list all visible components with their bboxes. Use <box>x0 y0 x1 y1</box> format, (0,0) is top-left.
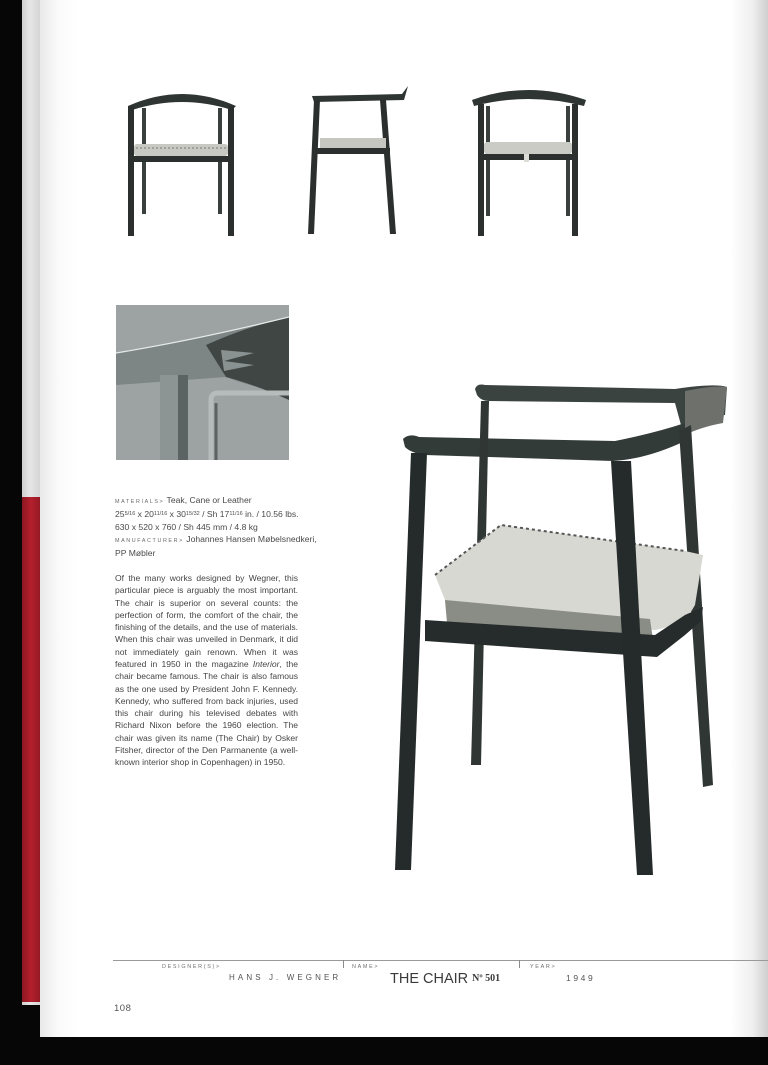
product-name <box>390 971 500 987</box>
credits-divider-name <box>343 960 344 968</box>
chair-front-view-image <box>124 86 240 238</box>
depth-fraction: 11/16 <box>153 511 168 518</box>
year-value: 1949 <box>566 973 596 983</box>
dimensions-imperial: $25^{5/16}$ x $20^{11/16}$ x $30^{15/32}$ / Sh $17^{11/16}$ in. / 10.56 lbs. <box>115 509 299 520</box>
product-name-text: THE CHAIR <box>390 971 469 987</box>
magazine-title: Interior <box>252 658 280 669</box>
width-whole: 25 <box>115 509 125 520</box>
materials-value: Teak, Cane or Leather <box>166 495 252 505</box>
designer-value: HANS J. WEGNER <box>229 973 342 982</box>
imperial-unit-weight: in. / 10.56 lbs. <box>245 509 299 520</box>
chair-side-view-image <box>302 84 412 238</box>
description-part-1: Of the many works designed by Wegner, this particular piece is arguably the most important. The chair is superior on several counts: the perfection of form, the comfort of the chair, the finishing of the details, and the use of materials. When this chair was unveiled in Denmark, it did not immediately gain renown. When it was featured in 1950 in the magazine <box>115 573 298 669</box>
manufacturer-label: MANUFACTURER> <box>115 537 184 544</box>
materials-line <box>115 494 315 508</box>
credits-divider-year <box>519 960 520 968</box>
manufacturer-value: Johannes Hansen Møbelsnedkeri, <box>186 533 317 544</box>
materials-label: MATERIALS> <box>115 499 165 505</box>
seat-height-whole: 17 <box>219 509 230 520</box>
year-label: YEAR> <box>530 964 557 970</box>
specifications-block <box>115 494 315 559</box>
designer-label: DESIGNER(S)> <box>162 964 221 970</box>
red-page-edge <box>22 497 40 1002</box>
credits-rule <box>113 960 768 961</box>
armrest-joint-detail-photo <box>116 305 289 460</box>
description-part-2: , the chair became famous. The chair is also famous as the one used by President John F. Kennedy. Kennedy, who suffered from back injuries, used this chair during his televised debates with Richard Nixon before the 1960 election. The chair was given its name (The Chair) by Osker Fitsher, director of the Den Parmanente (a well-known interior shop in Copenhagen) in 1950. <box>115 658 298 768</box>
width-fraction: 5/16 <box>124 511 136 518</box>
page-number: 108 <box>114 1003 132 1014</box>
name-label: NAME> <box>352 964 380 970</box>
seat-height-fraction: 11/16 <box>229 511 243 518</box>
height-whole: 30 <box>176 509 186 520</box>
depth-whole: 20 <box>144 509 154 520</box>
product-number: Nº 501 <box>472 973 501 984</box>
manufacturer-line <box>115 533 315 547</box>
dimensions-metric: 630 x 520 x 760 / Sh 445 mm / 4.8 kg <box>115 521 258 532</box>
height-fraction: 15/32 <box>185 511 200 518</box>
chair-back-view-image <box>470 86 588 238</box>
manufacturer-value-2: PP Møbler <box>115 548 156 559</box>
description-paragraph <box>115 572 298 769</box>
chair-three-quarter-photo <box>385 375 735 880</box>
